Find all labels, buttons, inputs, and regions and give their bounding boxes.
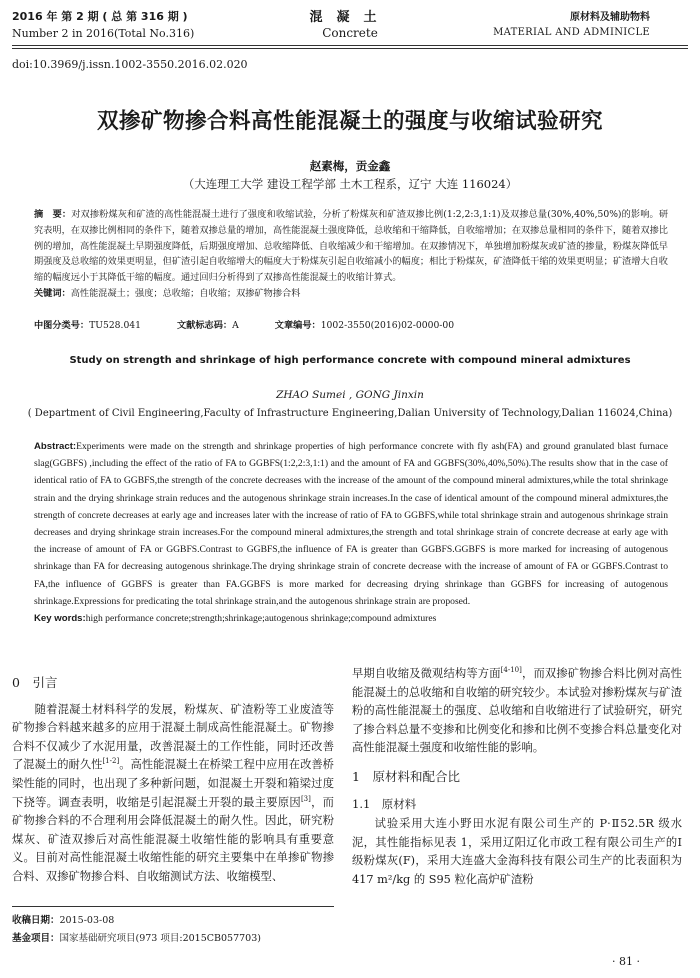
affiliation-cn: （大连理工大学 建设工程学部 土木工程系，辽宁 大连 116024） [182, 177, 518, 191]
clc-value: TU528.041 [89, 320, 141, 331]
body-left-column [12, 670, 334, 887]
citation-1-2[interactable]: [1-2] [102, 757, 120, 766]
header-rule-thick [12, 45, 688, 46]
header-journal-en: Concrete [322, 26, 378, 40]
abstract-en [34, 438, 668, 627]
doc-code-value: A [232, 320, 239, 331]
materials-paragraph: 试验采用大连小野田水泥有限公司生产的 P·Ⅱ52.5R 级水泥，其性能指标见表 1，采用辽阳辽化市政工程有限公司生产的Ⅰ级粉煤灰(F)，采用大连盛大金海科技有限公司生产的比表面积为 417 m²/kg 的 S95 粒化高炉矿渣粉 [352, 817, 682, 886]
abstract-cn [34, 207, 668, 302]
intro-paragraph-1 [12, 701, 334, 887]
keywords-cn-label: 关键词： [34, 287, 71, 299]
keywords-en [34, 610, 668, 627]
received-label: 收稿日期： [12, 915, 60, 926]
funding-value: 国家基础研究项目(973 项目:2015CB057703) [59, 933, 261, 944]
keywords-cn [34, 286, 668, 302]
section-1-1-heading: 1.1 原材料 [352, 796, 417, 811]
abstract-cn-text: 对双掺粉煤灰和矿渣的高性能混凝土进行了强度和收缩试验，分析了粉煤灰和矿渣双掺比例(1:2,2:3,1:1)及双掺总量(30%,40%,50%)的影响。研究表明，在双掺比例相同的条件下，随着双掺总量的增加，高性能混凝土强度降低，总收缩和干缩降低，自收缩增加；在双掺总量相同的条件下，随着双掺比例的增加，高性能混凝土早期强度降低，后期强度增加、总收缩降低、自收缩减少和干缩增加。在双掺情况下，单独增加粉煤灰或矿渣的掺量，粉煤灰降低早期强度及总收缩的效果更明显，但矿渣引起自收缩增大的幅度大于粉煤灰引起自收缩减小的幅度；相比于粉煤灰，矿渣降低干缩的效果更明显；矿渣增大自收缩的幅度远小于其降低干缩的幅度。通过回归分析得到了双掺高性能混凝土的收缩计算式。 [34, 209, 669, 284]
header-section-en: MATERIAL AND ADMINICLE [493, 27, 650, 38]
funding [12, 930, 261, 944]
intro-paragraph-2 [352, 665, 682, 758]
abstract-en-text: Experiments were made on the strength and shrinkage properties of high performance concrete with fly ash(FA) and ground granulated blast furnace slag(GGBFS) ,including the effect of the ratio of FA to GGBFS(1:2,2:3,1:1) and the amount of FA and GGBFS(30%,40%,50%).The results show that in the case of identical ratio of FA to GGBFS,the strength of the concrete decreases with the increase of the amount of the compound mineral admixtures,while the total shrinkage strain and the drying shrinkage strain reduces and the autogenous shrinkage strain increases.In the case of identical amount of the compound mineral admixtures,the strength of concrete decreases at early age and increases later with the increase of ratio of FA to GGBFS,while total shrinkage strain and autogenous shrinkage strain decreases and drying shrinkage strain increases.For the compound mineral admixtures,the strength and total shrinkage strain of concrete decrease at early age with the increase of amount of FA or GGBFS.Contrast to GGBFS,the influence of FA is greater than GGBFS.GGBFS is more marked for increasing of autogenous shrinkage than FA for decreasing autogenous shrinkage.The drying shrinkage strain of concrete decrease with the increase of amount of FA or GGBFS.Contrast to FA,the influence of GGBFS is greater than FA.GGBFS is more marked for decreasing drying shrinkage than GGBFS for increasing of autogenous shrinkage.Expressions for predicating the total shrinkage strain,and the autogenous shrinkage strain are proposed. [34, 441, 668, 607]
article-number-label: 文章编号： [274, 320, 321, 331]
intro-p2-part-a: 早期自收缩及微观结构等方面 [352, 667, 501, 680]
page-number: · 81 · [612, 955, 640, 968]
citation-4-10[interactable]: [4-10] [500, 666, 522, 675]
paper-title-en: Study on strength and shrinkage of high performance concrete with compound mineral admixtures [69, 355, 631, 366]
keywords-cn-text: 高性能混凝土；强度；总收缩；自收缩；双掺矿物掺合料 [70, 287, 301, 299]
header-section-cn: 原材料及辅助物料 [570, 12, 650, 23]
section-0-heading: 0 引言 [12, 675, 58, 690]
funding-label: 基金项目： [12, 933, 60, 944]
header-issue-en: Number 2 in 2016(Total No.316) [12, 27, 195, 40]
header-journal-cn: 混凝土 [309, 10, 391, 25]
header-issue-cn: 2016 年 第 2 期 ( 总 第 316 期 ) [12, 10, 188, 23]
doc-code-label: 文献标志码： [177, 320, 233, 331]
authors-cn: 赵素梅，贡金鑫 [309, 159, 391, 173]
paper-title-cn: 双掺矿物掺合料高性能混凝土的强度与收缩试验研究 [96, 109, 603, 134]
keywords-en-label: Key words: [34, 613, 86, 625]
intro-p2-part-b: ，而双掺矿物掺合料比例对高性能混凝土的总收缩和自收缩的研究较少。本试验对掺粉煤灰与矿渣粉的高性能混凝土的强度、总收缩和自收缩进行了试验研究，研究了掺合料总量不变掺和比例变化和掺和比例不变掺合料总量变化对高性能混凝土强度和收缩性能的影响。 [352, 667, 682, 755]
received-value: 2015-03-08 [59, 915, 115, 926]
keywords-en-text: high performance concrete;strength;shrinkage;autogenous shrinkage;compound admixtures [85, 613, 437, 625]
footnote-rule [12, 906, 334, 907]
received-date [12, 912, 114, 926]
article-number-value: 1002-3550(2016)02-0000-00 [320, 320, 455, 331]
abstract-en-label: Abstract: [34, 441, 77, 452]
body-right-column [352, 665, 682, 890]
doi[interactable]: doi:10.3969/j.issn.1002-3550.2016.02.020 [12, 58, 248, 71]
intro-p1-part-a: 随着混凝土材料科学的发展，粉煤灰、矿渣粉等工业废渣等矿物掺合料越来越多的应用于混凝土制成高性能混凝土。矿物掺合料不仅减少了水泥用量，改善混凝土的工作性能，同时还改善了混凝土的耐久性 [12, 702, 334, 772]
classification-line [34, 317, 668, 331]
abstract-cn-label: 摘 要： [34, 209, 72, 220]
header-rule-thin [12, 48, 688, 49]
citation-3[interactable]: [3] [300, 794, 311, 803]
intro-p1-part-c: ，而矿物掺合料的不合理利用会降低混凝土的耐久性。因此，研究粉煤灰、矿渣双掺后对高性能混凝土收缩性能的影响具有重要意义。目前对高性能混凝土收缩性能的研究主要集中在单掺矿物掺合料、双掺矿物掺合料、自收缩测试方法、收缩模型、 [12, 795, 334, 883]
clc-label: 中图分类号： [34, 320, 90, 331]
affiliation-en: ( Department of Civil Engineering,Faculty of Infrastructure Engineering,Dalian University of Technology,Dalian 116024,China) [27, 408, 673, 419]
section-1-heading: 1 原材料和配合比 [352, 768, 460, 784]
intro-p1-part-b: 。高性能混凝土在桥梁工程中应用在改善桥梁性能的同时，也出现了多种新问题，如混凝土开裂和箱梁过度下挠等。调查表明，收缩是引起混凝土开裂的最主要原因 [12, 758, 334, 809]
authors-en: ZHAO Sumei , GONG Jinxin [276, 389, 424, 401]
